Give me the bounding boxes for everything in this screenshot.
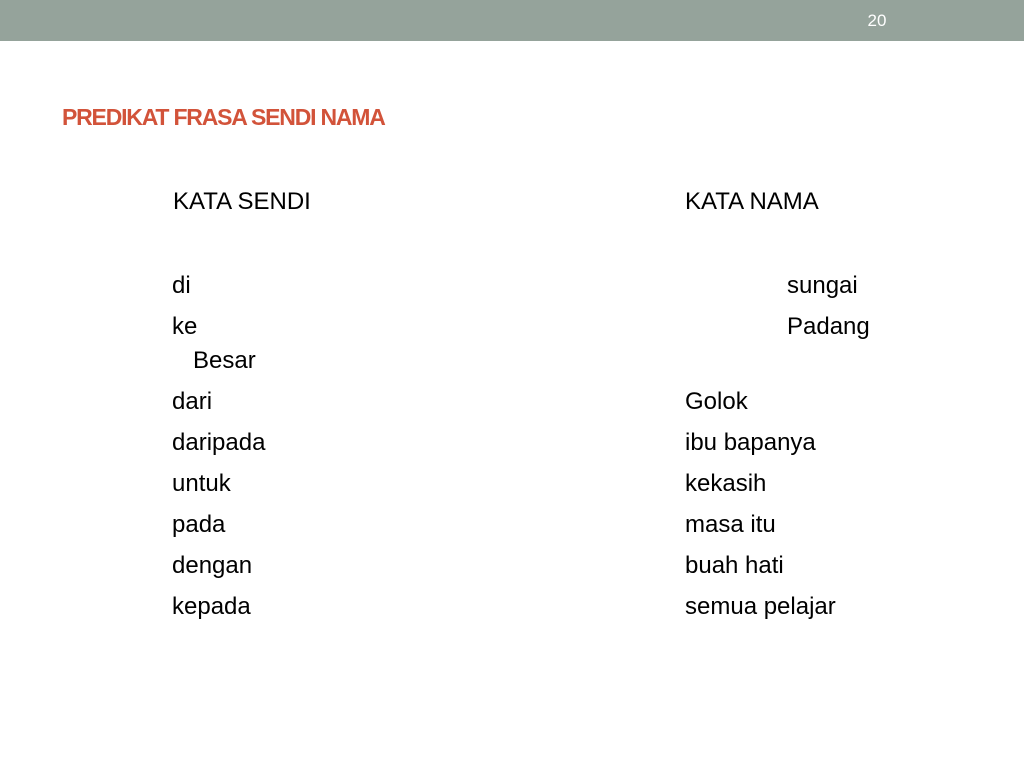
column-header-kata-nama: KATA NAMA bbox=[685, 188, 819, 215]
kata-sendi-item: di bbox=[172, 272, 191, 299]
kata-sendi-item: kepada bbox=[172, 593, 251, 620]
kata-sendi-item: ke bbox=[172, 313, 198, 340]
slide-title: PREDIKAT FRASA SENDI NAMA bbox=[62, 104, 385, 130]
kata-sendi-item: pada bbox=[172, 511, 226, 538]
page-number: 20 bbox=[867, 11, 887, 30]
kata-sendi-item: daripada bbox=[172, 429, 266, 456]
kata-sendi-item: untuk bbox=[172, 470, 231, 497]
kata-nama-item: Golok bbox=[685, 388, 748, 415]
kata-nama-item: Padang bbox=[787, 313, 870, 340]
kata-sendi-item: dari bbox=[172, 388, 213, 415]
kata-nama-item-wrap: Besar bbox=[193, 347, 256, 374]
column-header-kata-sendi: KATA SENDI bbox=[173, 188, 311, 215]
kata-nama-item: kekasih bbox=[685, 470, 767, 497]
kata-nama-item: semua pelajar bbox=[685, 593, 836, 620]
kata-nama-item: buah hati bbox=[685, 552, 784, 579]
kata-nama-item: sungai bbox=[787, 272, 858, 299]
kata-sendi-item: dengan bbox=[172, 552, 253, 579]
kata-nama-item: ibu bapanya bbox=[685, 429, 816, 456]
kata-nama-item: masa itu bbox=[685, 511, 776, 538]
